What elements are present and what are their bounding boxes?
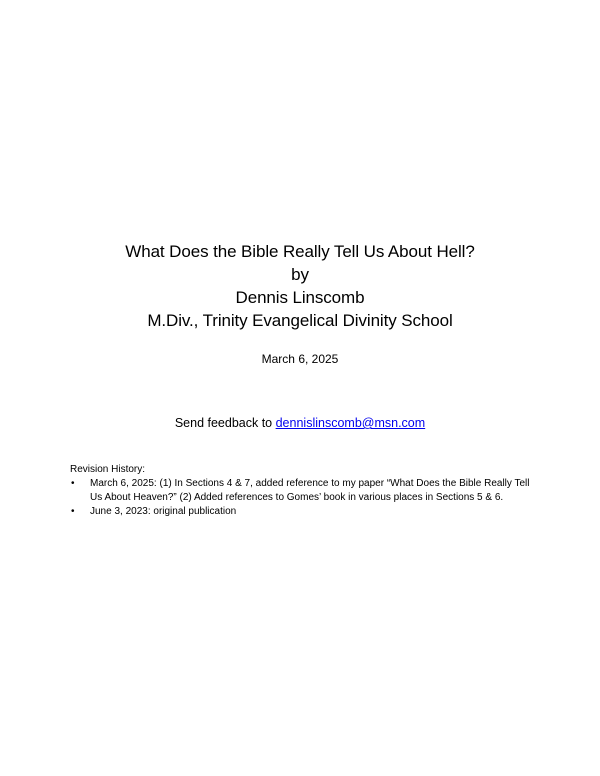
revision-list [70,477,540,519]
revision-history-heading: Revision History: [70,464,146,475]
bullet-icon: • [71,478,75,489]
author-credentials: M.Div., Trinity Evangelical Divinity School [147,311,453,330]
bullet-icon: • [71,506,75,517]
revision-item [70,477,540,505]
revision-item [70,505,540,519]
document-date: March 6, 2025 [261,352,339,366]
document-title: What Does the Bible Really Tell Us About Hell? [125,242,475,261]
revision-item-text: June 3, 2023: original publication [90,506,237,517]
title-block [0,240,600,332]
revision-history [70,463,540,519]
feedback-email-link[interactable]: dennislinscomb@msn.com [275,416,426,430]
feedback-line [0,416,600,430]
revision-item-text: March 6, 2025: (1) In Sections 4 & 7, added reference to my paper “What Does the Bible Really Tell Us About Heaven?” (2) Added references to Gomes’ book in various places in Sections 5 & 6. [90,478,530,503]
author-name: Dennis Linscomb [235,288,365,307]
feedback-prefix: Send feedback to [174,416,276,430]
byline-by: by [291,265,309,284]
